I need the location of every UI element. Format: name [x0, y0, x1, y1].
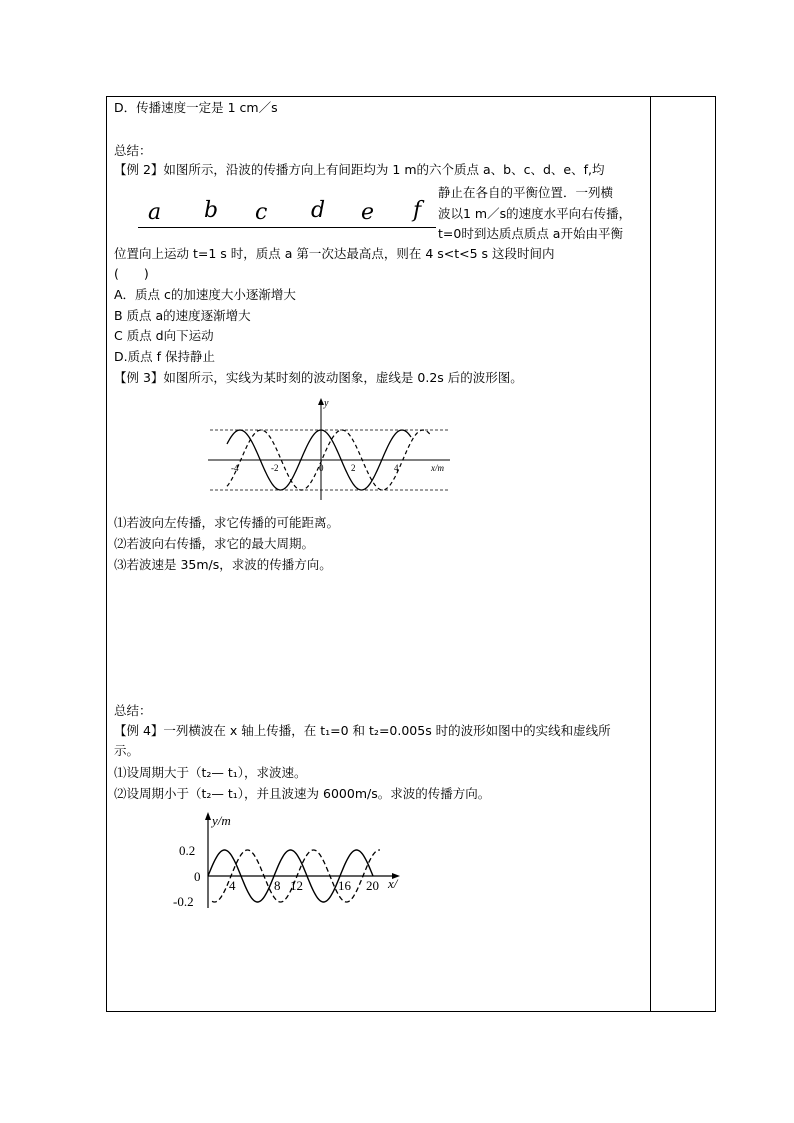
option-d-line: D．传播速度一定是 1 cm／s — [114, 100, 278, 115]
example2-option-d: D.质点 f 保持静止 — [114, 349, 215, 364]
example3-question1: ⑴若波向左传播，求它传播的可能距离。 — [114, 515, 340, 530]
y-axis-label: y/m — [212, 813, 231, 828]
point-label-f: f — [413, 198, 422, 223]
x-axis-label: x/ — [388, 876, 398, 891]
example2-option-a: A．质点 c的加速度大小逐渐增大 — [114, 287, 296, 302]
x-tick-label: -4 — [231, 463, 239, 473]
x-tick-label: 20 — [366, 878, 379, 893]
x-tick-label: 12 — [290, 878, 303, 893]
wave-figure-3 — [205, 395, 460, 505]
example2-option-c: C 质点 d向下运动 — [114, 328, 214, 343]
example2-line5: 位置向上运动 t=1 s 时，质点 a 第一次达最高点，则在 4 s<t<5 s 这段时间内 — [114, 246, 555, 261]
wave-figure-4 — [168, 808, 408, 913]
x-tick-label: -2 — [271, 463, 279, 473]
point-label-d: d — [311, 198, 326, 223]
example2-line3: 波以1 m／s的速度水平向右传播， — [438, 206, 632, 221]
example4-line1: 【例 4】一列横波在 x 轴上传播，在 t₁=0 和 t₂=0.005s 时的波形如图中的实线和虚线所 — [114, 723, 611, 738]
points-baseline — [138, 227, 436, 228]
point-label-e: e — [361, 200, 375, 225]
example3-line: 【例 3】如图所示，实线为某时刻的波动图象，虚线是 0.2s 后的波形图。 — [114, 370, 523, 385]
example3-question3: ⑶若波速是 35m/s，求波的传播方向。 — [114, 557, 332, 572]
summary-label: 总结： — [114, 703, 152, 718]
example2-line4: t=0时到达质点质点 a开始由平衡 — [438, 226, 623, 241]
example4-question2: ⑵设周期小于（t₂— t₁），并且波速为 6000m/s。求波的传播方向。 — [114, 786, 491, 801]
example4-line2: 示。 — [114, 743, 140, 758]
y-tick-label: 0.2 — [179, 843, 196, 858]
y-axis-label: y — [324, 398, 329, 409]
x-tick-label: 4 — [394, 463, 399, 473]
point-label-a: a — [148, 200, 162, 225]
x-tick-label: 16 — [338, 878, 351, 893]
example2-line1: 【例 2】如图所示，沿波的传播方向上有间距均为 1 m的六个质点 a、b、c、d、e、f,均 — [114, 162, 605, 177]
point-label-b: b — [204, 198, 219, 223]
x-tick-label: 0 — [319, 463, 324, 473]
example3-question2: ⑵若波向右传播，求它的最大周期。 — [114, 536, 315, 551]
y-axis-arrow — [205, 812, 211, 820]
example2-line2: 静止在各自的平衡位置．一列横 — [438, 185, 614, 200]
x-axis-label: x/m — [431, 463, 444, 473]
summary-label: 总结： — [114, 143, 152, 158]
y-tick-label: -0.2 — [173, 894, 194, 909]
point-label-c: c — [255, 200, 268, 225]
example4-question1: ⑴设周期大于（t₂— t₁），求波速。 — [114, 765, 307, 780]
example2-blank: ( ) — [114, 266, 149, 281]
column-divider — [650, 96, 651, 1012]
example2-option-b: B 质点 a的速度逐渐增大 — [114, 308, 251, 323]
x-tick-label: 4 — [229, 878, 236, 893]
y-tick-label: 0 — [194, 869, 201, 884]
x-tick-label: 8 — [274, 878, 281, 893]
x-tick-label: 2 — [351, 463, 356, 473]
